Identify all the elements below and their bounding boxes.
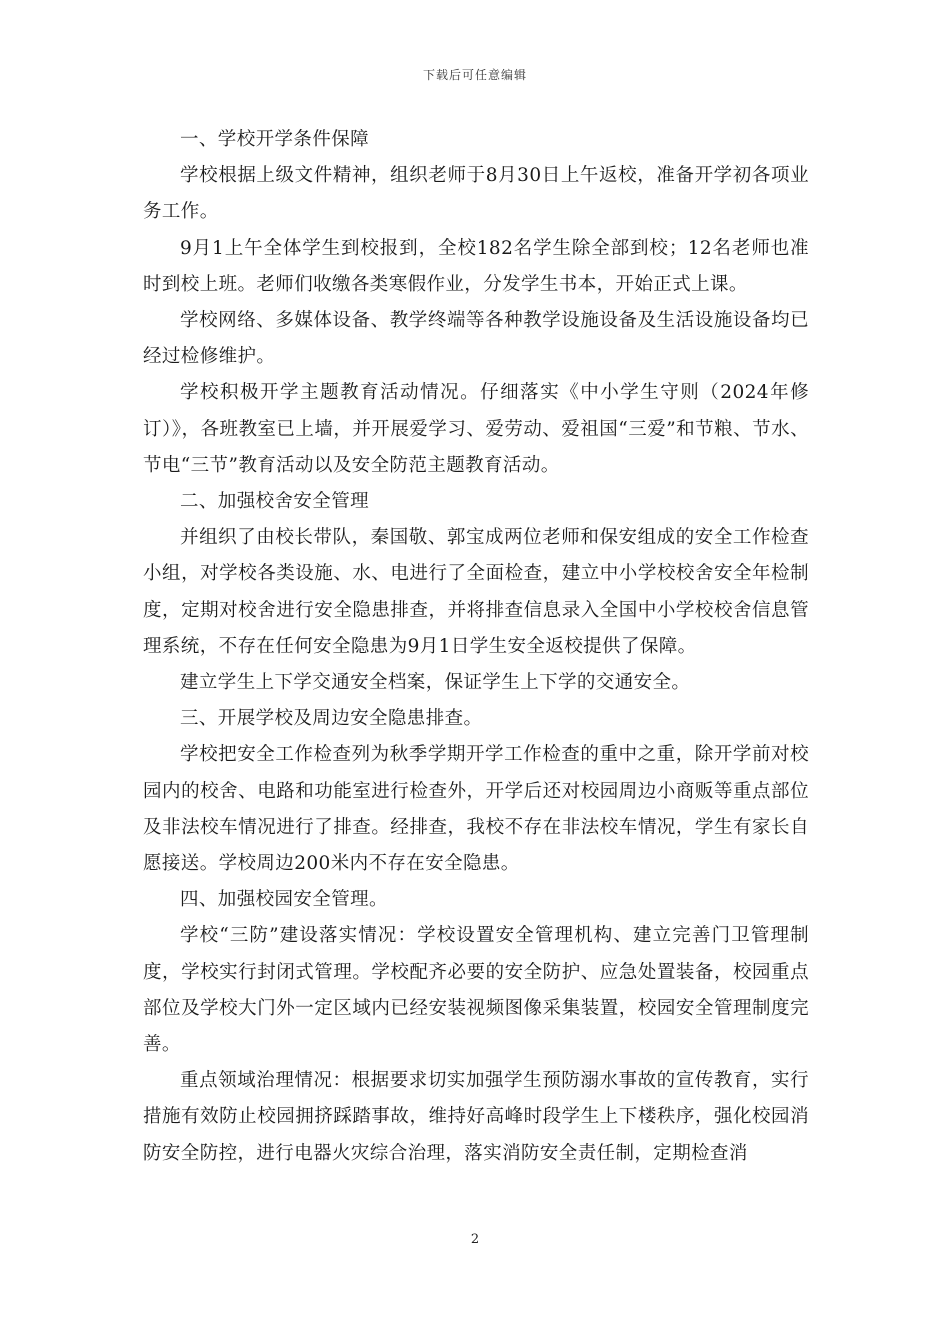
document-body — [143, 122, 809, 1172]
section-heading-4: 四、加强校园安全管理。 — [180, 889, 388, 911]
page-header: 下载后可任意编辑 — [422, 68, 527, 82]
section-heading-2: 二、加强校舍安全管理 — [180, 491, 370, 513]
paragraph: 学校“三防”建设落实情况：学校设置安全管理机构、建立完善门卫管理制度，学校实行封闭式管理。学校配齐必要的安全防护、应急处置装备，校园重点部位及学校大门外一定区域内已经安装视频图像采集装置，校园安全管理制度完善。 — [143, 925, 809, 1056]
paragraph: 重点领域治理情况：根据要求切实加强学生预防溺水事故的宣传教育，实行措施有效防止校园拥挤踩踏事故，维持好高峰时段学生上下楼秩序，强化校园消防安全防控，进行电器火灾综合治理，落实消防安全责任制，定期检查消 — [143, 1070, 809, 1164]
paragraph: 学校根据上级文件精神，组织老师于8月30日上午返校，准备开学初各项业务工作。 — [143, 165, 809, 223]
paragraph: 建立学生上下学交通安全档案，保证学生上下学的交通安全。 — [180, 672, 691, 694]
paragraph: 9月1上午全体学生到校报到，全校182名学生除全部到校；12名老师也准时到校上班。老师们收缴各类寒假作业，分发学生书本，开始正式上课。 — [143, 237, 809, 295]
page-number: 2 — [470, 1232, 480, 1247]
paragraph: 学校把安全工作检查列为秋季学期开学工作检查的重中之重，除开学前对校园内的校舍、电路和功能室进行检查外，开学后还对校园周边小商贩等重点部位及非法校车情况进行了排查。经排查，我校不存在非法校车情况，学生有家长自愿接送。学校周边200米内不存在安全隐患。 — [143, 744, 809, 875]
section-heading-3: 三、开展学校及周边安全隐患排查。 — [180, 708, 483, 730]
section-heading-1: 一、学校开学条件保障 — [180, 129, 370, 150]
paragraph: 学校网络、多媒体设备、教学终端等各种教学设施设备及生活设施设备均已经过检修维护。 — [143, 310, 809, 368]
paragraph: 并组织了由校长带队，秦国敬、郭宝成两位老师和保安组成的安全工作检查小组，对学校各类设施、水、电进行了全面检查，建立中小学校校舍安全年检制度，定期对校舍进行安全隐患排查，并将排查信息录入全国中小学校校舍信息管理系统，不存在任何安全隐患为9月1日学生安全返校提供了保障。 — [143, 527, 809, 657]
paragraph: 学校积极开学主题教育活动情况。仔细落实《中小学生守则（2024年修订）》，各班教室已上墙，并开展爱学习、爱劳动、爱祖国“三爱”和节粮、节水、节电“三节”教育活动以及安全防范主题教育活动。 — [143, 382, 809, 476]
